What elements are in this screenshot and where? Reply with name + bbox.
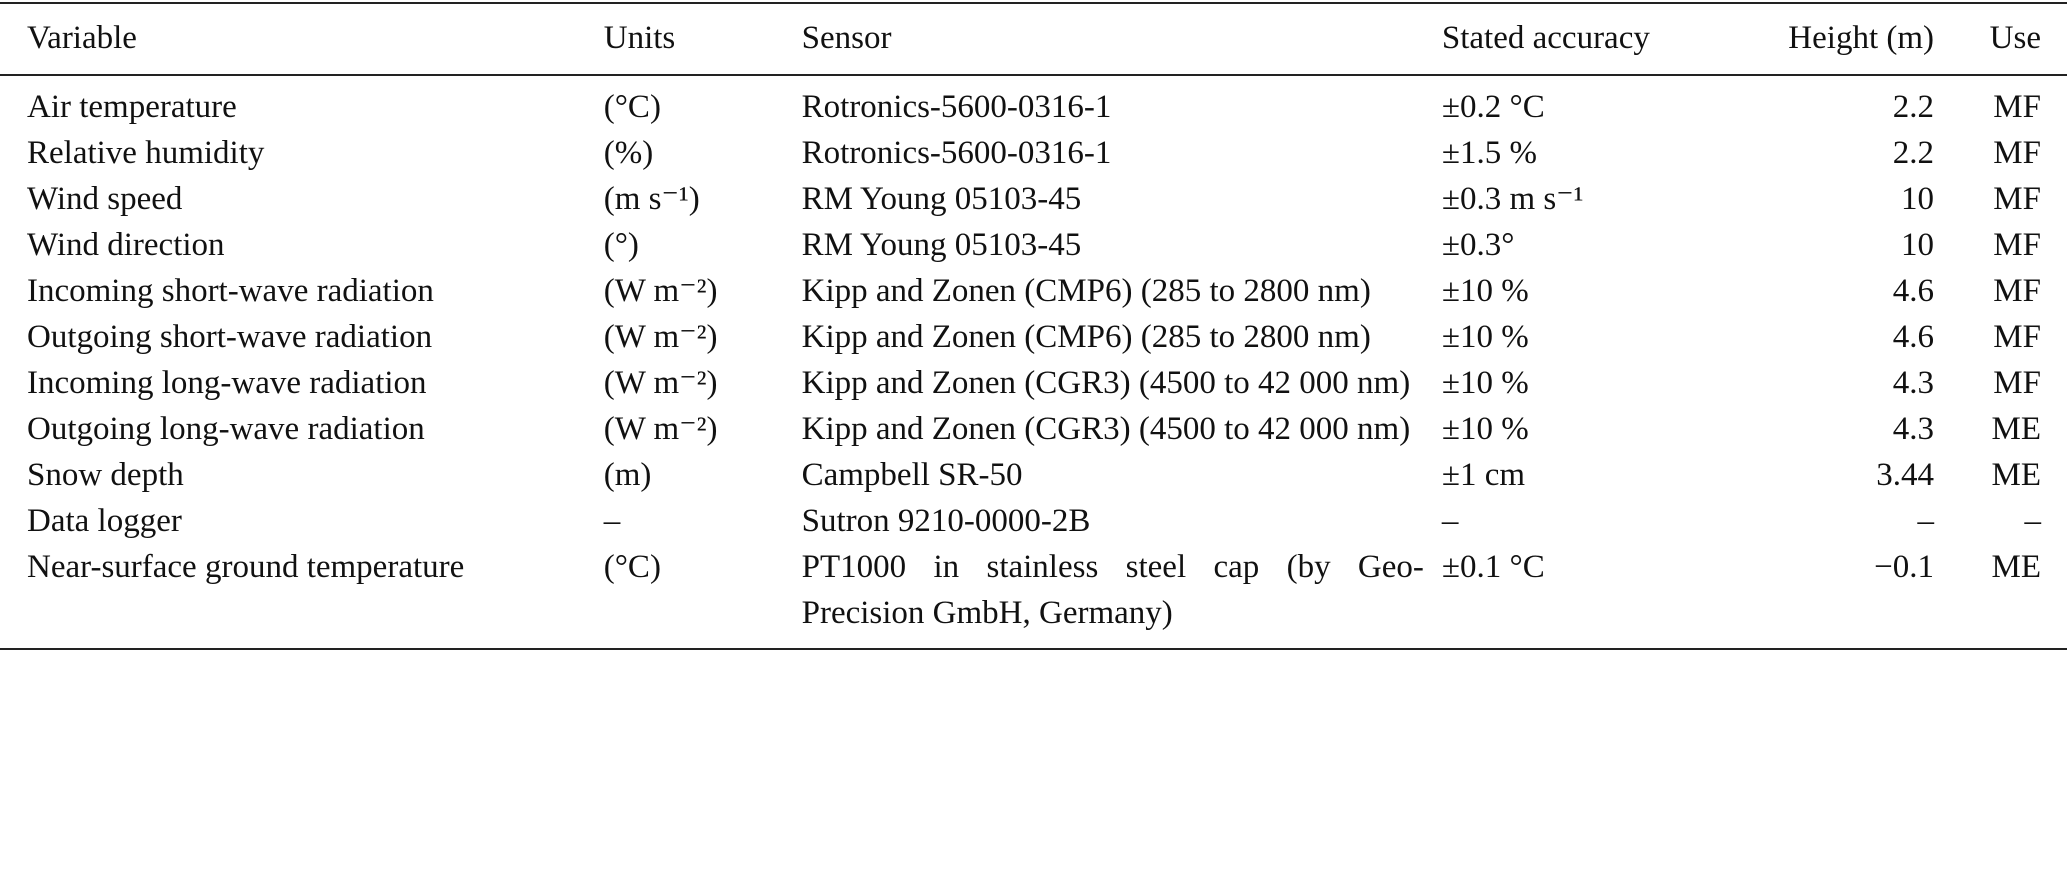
header-accuracy: Stated accuracy	[1441, 20, 1650, 56]
table-row	[0, 130, 2067, 176]
cell-height: 4.6	[1892, 319, 1935, 355]
table-row	[0, 75, 2067, 130]
table-row	[0, 268, 2067, 314]
cell-variable: Outgoing short-wave radiation	[27, 319, 433, 355]
header-height: Height (m)	[1788, 20, 1935, 56]
table-row	[0, 360, 2067, 406]
cell-sensor-text: Sutron 9210-0000-2B	[801, 503, 1091, 539]
header-variable: Variable	[27, 20, 137, 56]
cell-variable: Outgoing long-wave radiation	[27, 411, 425, 447]
cell-accuracy: ±0.1 °C	[1441, 549, 1545, 585]
cell-height: 4.3	[1892, 365, 1935, 401]
cell-use: ME	[1991, 549, 2041, 585]
cell-sensor-text: Kipp and Zonen (CMP6) (285 to 2800 nm)	[801, 319, 1371, 355]
cell-units: (W m⁻²)	[603, 365, 718, 401]
cell-units: (m)	[603, 457, 652, 493]
cell-sensor-text: Campbell SR-50	[801, 457, 1023, 493]
table-row	[0, 314, 2067, 360]
header-use: Use	[1989, 20, 2041, 56]
cell-height: 4.6	[1892, 273, 1935, 309]
cell-height: 3.44	[1876, 457, 1935, 493]
cell-sensor	[802, 498, 1442, 544]
cell-units: (W m⁻²)	[603, 411, 718, 447]
cell-use: ME	[1991, 411, 2041, 447]
header-sensor: Sensor	[801, 20, 892, 56]
cell-units: (W m⁻²)	[603, 319, 718, 355]
cell-variable: Relative humidity	[27, 135, 265, 171]
cell-variable: Data logger	[27, 503, 182, 539]
cell-accuracy: ±10 %	[1441, 411, 1529, 447]
cell-sensor-text: Kipp and Zonen (CGR3) (4500 to 42 000 nm)	[801, 365, 1411, 401]
cell-sensor	[802, 222, 1442, 268]
cell-sensor-text: RM Young 05103-45	[801, 227, 1082, 263]
cell-variable: Near-surface ground temperature	[27, 549, 465, 585]
cell-sensor	[802, 544, 1442, 649]
cell-variable: Incoming short-wave radiation	[27, 273, 434, 309]
cell-sensor	[802, 176, 1442, 222]
cell-sensor	[802, 75, 1442, 130]
cell-sensor-text: Kipp and Zonen (CMP6) (285 to 2800 nm)	[801, 273, 1371, 309]
cell-use: MF	[1993, 365, 2041, 401]
cell-accuracy: ±10 %	[1441, 273, 1529, 309]
cell-height: 10	[1901, 181, 1935, 217]
cell-sensor	[802, 314, 1442, 360]
cell-sensor	[802, 268, 1442, 314]
cell-variable: Wind speed	[27, 181, 183, 217]
cell-variable: Wind direction	[27, 227, 225, 263]
cell-height: 2.2	[1892, 135, 1935, 171]
cell-units: (W m⁻²)	[603, 273, 718, 309]
cell-use: ME	[1991, 457, 2041, 493]
cell-accuracy: ±1.5 %	[1441, 135, 1537, 171]
cell-accuracy: ±10 %	[1441, 319, 1529, 355]
sensor-table	[0, 2, 2067, 650]
cell-units: (%)	[603, 135, 654, 171]
cell-height: 10	[1901, 227, 1935, 263]
cell-sensor-text: Rotronics-5600-0316-1	[801, 89, 1112, 125]
table-header	[0, 3, 2067, 75]
cell-height: −0.1	[1874, 549, 1935, 585]
cell-sensor	[802, 360, 1442, 406]
table-row	[0, 544, 2067, 649]
cell-accuracy: –	[1441, 503, 1459, 539]
cell-sensor-text: Rotronics-5600-0316-1	[801, 135, 1112, 171]
cell-use: MF	[1993, 227, 2041, 263]
cell-use: MF	[1993, 319, 2041, 355]
table-row	[0, 452, 2067, 498]
cell-height: 4.3	[1892, 411, 1935, 447]
cell-sensor-text: Kipp and Zonen (CGR3) (4500 to 42 000 nm)	[801, 411, 1411, 447]
cell-units: (°C)	[603, 89, 661, 125]
cell-units: (°)	[603, 227, 639, 263]
table-row	[0, 222, 2067, 268]
table-row	[0, 498, 2067, 544]
cell-accuracy: ±1 cm	[1441, 457, 1526, 493]
cell-units: (m s⁻¹)	[603, 181, 700, 217]
cell-variable: Air temperature	[27, 89, 237, 125]
header-row	[0, 3, 2067, 75]
cell-variable: Incoming long-wave radiation	[27, 365, 427, 401]
cell-use: MF	[1993, 273, 2041, 309]
cell-sensor-text: RM Young 05103-45	[801, 181, 1082, 217]
cell-units: –	[603, 503, 621, 539]
cell-sensor	[802, 452, 1442, 498]
cell-use: MF	[1993, 181, 2041, 217]
cell-use: –	[2024, 503, 2041, 539]
cell-accuracy: ±0.3°	[1441, 227, 1515, 263]
cell-variable: Snow depth	[27, 457, 184, 493]
cell-sensor-text: PT1000 in stainless steel cap (by Geo-Precision GmbH, Germany)	[801, 549, 1424, 631]
table-body	[0, 75, 2067, 649]
cell-sensor	[802, 130, 1442, 176]
cell-use: MF	[1993, 135, 2041, 171]
cell-accuracy: ±0.2 °C	[1441, 89, 1545, 125]
header-units: Units	[603, 20, 676, 56]
cell-height: 2.2	[1892, 89, 1935, 125]
cell-accuracy: ±0.3 m s⁻¹	[1441, 181, 1584, 217]
table-row	[0, 406, 2067, 452]
table-row	[0, 176, 2067, 222]
cell-use: MF	[1993, 89, 2041, 125]
cell-units: (°C)	[603, 549, 661, 585]
cell-sensor	[802, 406, 1442, 452]
cell-height: –	[1917, 503, 1935, 539]
cell-accuracy: ±10 %	[1441, 365, 1529, 401]
